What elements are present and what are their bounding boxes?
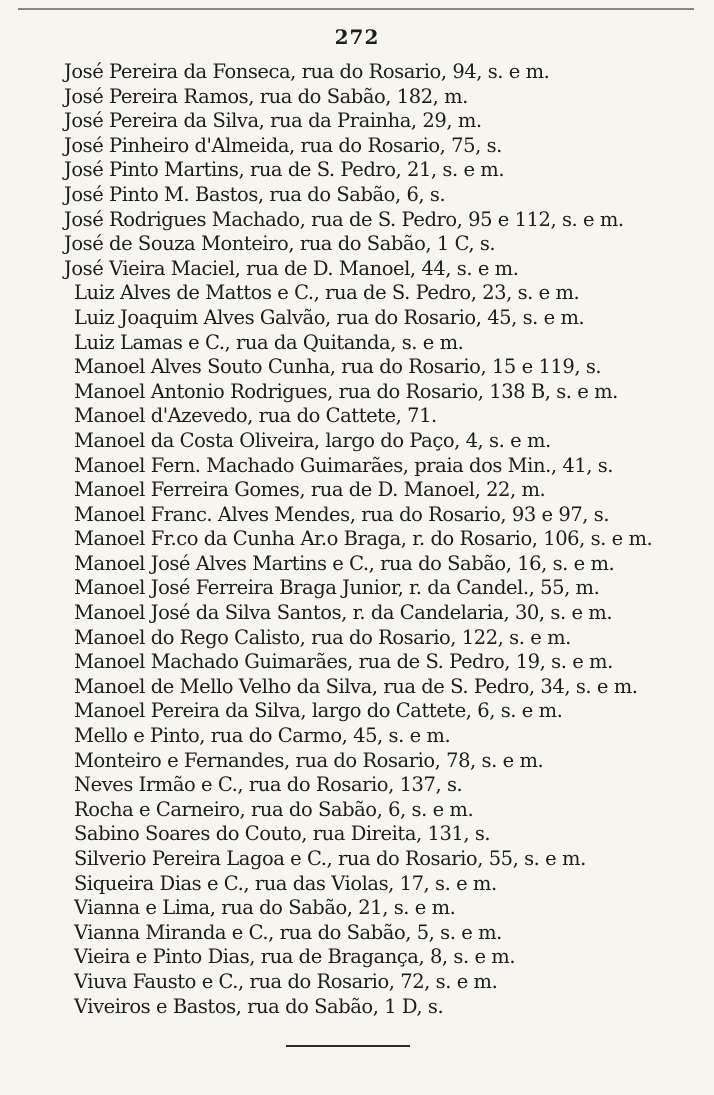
directory-entry: Manoel de Mello Velho da Silva, rua de S. Pedro, 34, s. e m. (74, 674, 638, 698)
directory-entry: Manoel do Rego Calisto, rua do Rosario, 122, s. e m. (74, 625, 571, 649)
directory-entry: Manoel Franc. Alves Mendes, rua do Rosario, 93 e 97, s. (74, 502, 610, 526)
directory-entry: Neves Irmão e C., rua do Rosario, 137, s. (74, 773, 463, 797)
directory-entry: Luiz Alves de Mattos e C., rua de S. Pedro, 23, s. e m. (74, 281, 580, 305)
directory-entry: José Pinheiro d'Almeida, rua do Rosario, 75, s. (64, 133, 502, 157)
directory-entry: José Pereira Ramos, rua do Sabão, 182, m. (64, 84, 468, 108)
directory-entry: Monteiro e Fernandes, rua do Rosario, 78, s. e m. (74, 748, 544, 772)
directory-entry: Manoel d'Azevedo, rua do Cattete, 71. (74, 404, 437, 428)
directory-entry: Manoel José Ferreira Braga Junior, r. da Candel., 55, m. (74, 576, 600, 600)
directory-entry: Silverio Pereira Lagoa e C., rua do Rosario, 55, s. e m. (74, 847, 586, 870)
directory-entry: Manoel Fr.co da Cunha Ar.o Braga, r. do Rosario, 106, s. e m. (74, 527, 653, 551)
directory-entry: Rocha e Carneiro, rua do Sabão, 6, s. e m. (74, 797, 474, 821)
directory-entry: José Pereira da Fonseca, rua do Rosario, 94, s. e m. (64, 60, 550, 83)
directory-entry: Manoel Fern. Machado Guimarães, praia dos Min., 41, s. (74, 453, 614, 477)
directory-entry: Manoel Ferreira Gomes, rua de D. Manoel, 22, m. (74, 478, 546, 502)
directory-list (64, 60, 704, 1019)
directory-entry: José Rodrigues Machado, rua de S. Pedro, 95 e 112, s. e m. (64, 207, 624, 231)
directory-entry: Vieira e Pinto Dias, rua de Bragança, 8, s. e m. (74, 945, 516, 969)
directory-entry: Viveiros e Bastos, rua do Sabão, 1 D, s. (74, 994, 444, 1018)
directory-entry: Vianna e Lima, rua do Sabão, 21, s. e m. (74, 896, 456, 920)
directory-entry: Manoel José da Silva Santos, r. da Candelaria, 30, s. e m. (74, 601, 613, 625)
directory-entry: Siqueira Dias e C., rua das Violas, 17, s. e m. (74, 871, 497, 895)
top-rule (18, 8, 694, 10)
directory-entry: Sabino Soares do Couto, rua Direita, 131, s. (74, 822, 491, 846)
directory-entry: Viuva Fausto e C., rua do Rosario, 72, s. e m. (74, 969, 498, 993)
directory-entry: Manoel da Costa Oliveira, largo do Paço, 4, s. e m. (74, 428, 551, 452)
directory-entry: Manoel Machado Guimarães, rua de S. Pedro, 19, s. e m. (74, 650, 613, 674)
directory-entry: Manoel Pereira da Silva, largo do Cattete, 6, s. e m. (74, 699, 563, 723)
directory-entry: Luiz Joaquim Alves Galvão, rua do Rosario, 45, s. e m. (74, 305, 585, 329)
directory-entry: Manoel Alves Souto Cunha, rua do Rosario, 15 e 119, s. (74, 355, 602, 379)
directory-entry: Manoel José Alves Martins e C., rua do Sabão, 16, s. e m. (74, 551, 615, 575)
directory-entry: Luiz Lamas e C., rua da Quitanda, s. e m. (74, 330, 464, 354)
bottom-rule (286, 1045, 410, 1047)
directory-entry: José Pinto Martins, rua de S. Pedro, 21, s. e m. (64, 158, 505, 182)
directory-entry: Manoel Antonio Rodrigues, rua do Rosario, 138 B, s. e m. (74, 379, 618, 403)
directory-entry: José Pinto M. Bastos, rua do Sabão, 6, s. (64, 182, 446, 206)
directory-entry: José Pereira da Silva, rua da Prainha, 29, m. (64, 109, 482, 133)
directory-entry: José de Souza Monteiro, rua do Sabão, 1 C, s. (64, 232, 496, 256)
directory-entry: Vianna Miranda e C., rua do Sabão, 5, s. e m. (74, 920, 502, 944)
page-number: 272 (334, 25, 380, 49)
directory-entry: José Vieira Maciel, rua de D. Manoel, 44, s. e m. (64, 256, 519, 280)
directory-entry: Mello e Pinto, rua do Carmo, 45, s. e m. (74, 724, 451, 748)
